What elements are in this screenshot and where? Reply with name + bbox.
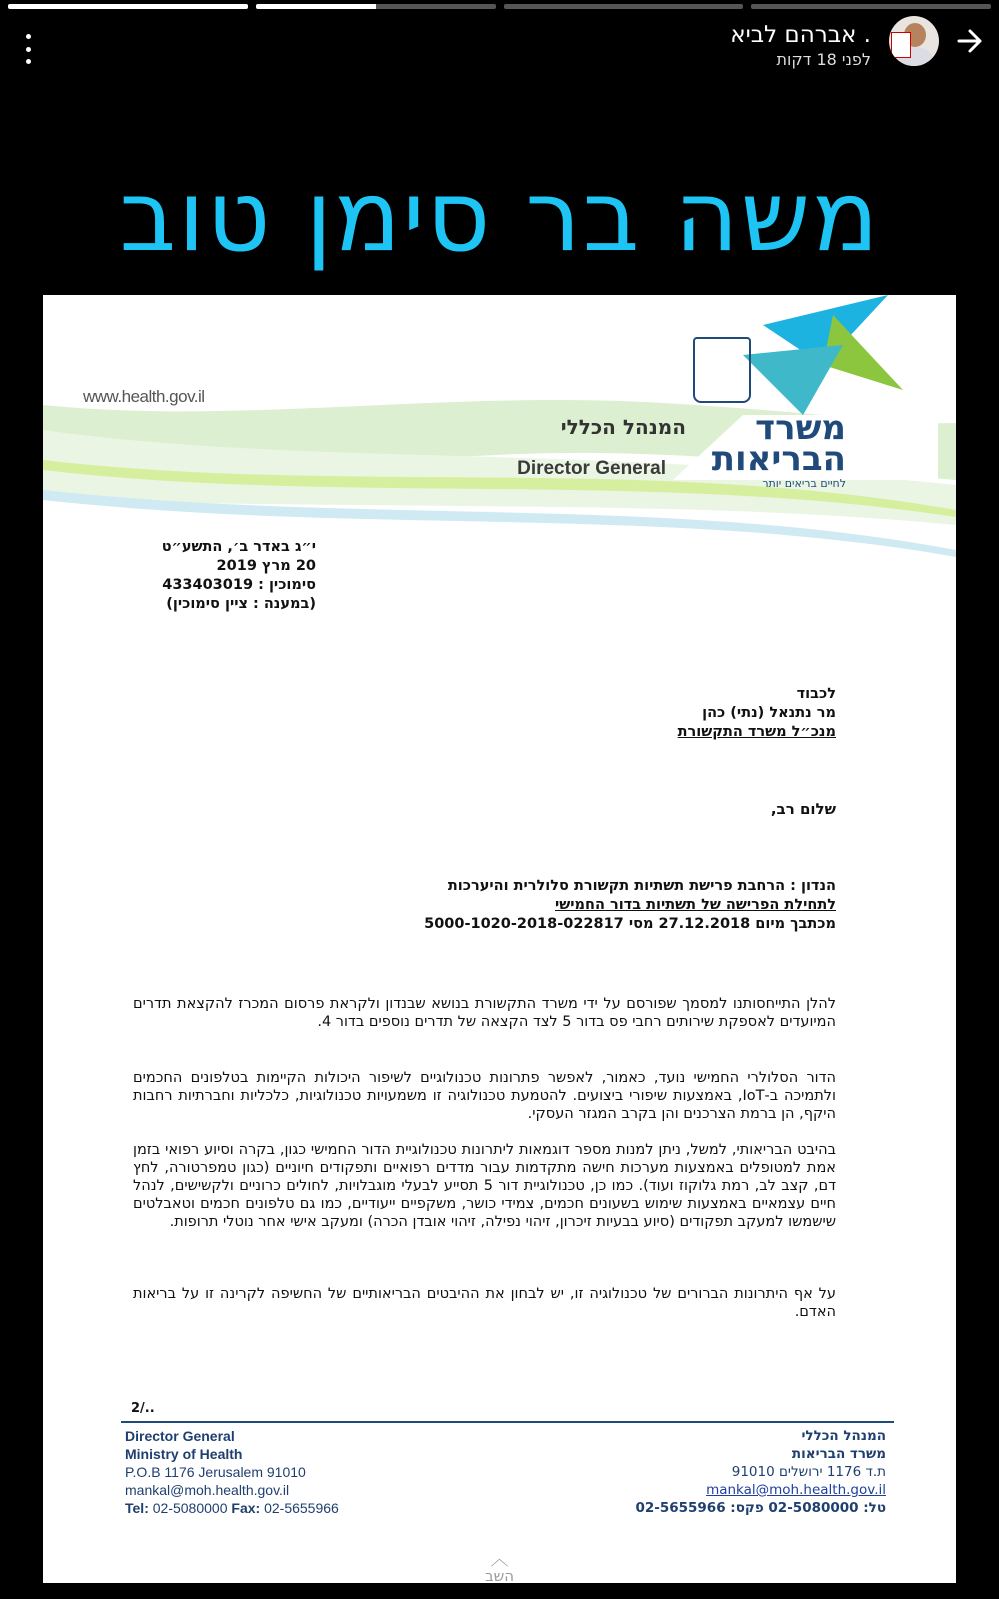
recipient-block: לכבוד מר נתנאל (נתי) כהן מנכ״ל משרד התקשורת [677,686,836,740]
paragraph: הדור הסלולרי החמישי נועד, כאמור, לאפשר פתרונות טכנולוגיים לשיפור היכולות הקיימות בטלפונים החכמים ולתמיכה ב-IoT, באמצעות שיפורי ביצועים. להטמעת טכנולוגיה זו משמעויות טכנולוגיות, כלכליות וחברתיות רחבות היקף, הן ברמת הצרכנים והן בקרב המגזר העסקי. [133,1070,836,1122]
story-progress-segment [8,4,248,9]
more-options-icon[interactable] [18,34,38,64]
paragraph: על אף היתרונות הברורים של טכנולוגיה זו, יש לבחון את ההיבטים הבריאותיים של החשיפה לקרינה זו על בריאות האדם. [133,1286,836,1320]
story-progress-segment [751,4,991,9]
story-header [0,14,999,76]
story-progress [8,4,991,9]
chevron-up-icon: ︿ [490,1549,509,1570]
letter-date-block: י״ג באדר ב׳, התשע״ט 20 מרץ 2019 סימוכין : 433403019 (במענה : ציין סימוכין) [161,539,316,612]
ministry-logo-text: משרד הבריאות [711,408,846,479]
story-user-name[interactable]: . אברהם לביא [730,22,871,48]
back-arrow-icon[interactable] [955,26,985,56]
subject-block: הנדון : הרחבת פרישת תשתיות תקשורת סלולרית והיערכות לתחילת הפרישה של תשתיות בדור החמישי מכתבך מיום 27.12.2018 מסי 5000-1020-2018-022817 [424,878,836,932]
reply-button[interactable] [0,1549,999,1585]
greeting: שלום רב, [770,800,836,818]
paragraph: בהיבט הבריאותי, למשל, ניתן למנות מספר דוגמאות ליתרונות טכנולוגיית הדור החמישי כגון, בקרה וסיוע רפואי בזמן אמת למטופלים באמצעות מערכות חישה מתקדמות עבור מדדים רפואיים ותפקודים חיוניים (כגון טמפרטורה, לחץ דם, קצב לב, רמת גלוקוז ועוד). כמו כן, טכנולוגיית דור 5 תסייע לבעלי מוגבלויות, לחולים כרוניים ולקשישים, לנהל חיים עצמאיים באמצעות שימוש בשעונים חכמים, צמידי כושר, משקפיים ייעודיים, כמו גם טלפונים חכמים וטאבלטים שישמשו למעקב תפקודים (סיוע בבעיות זיכרון, זיהוי נפילה, זיהוי אובדן הכרה) ומעקב אישי אחר נוטלי תרופות. [133,1142,836,1230]
page-number: 2/.. [131,1401,155,1416]
reply-label: השב [484,1567,515,1585]
avatar[interactable] [889,16,939,66]
ministry-motto: לחיים בריאים יותר [762,477,846,490]
footer-en: Director General Ministry of Health P.O.B 1176 Jerusalem 91010 mankal@moh.health.gov.il Tel: 02-5080000 Fax: 02-5655966 [125,1428,339,1516]
letter-document [43,295,956,1583]
director-general-he: המנהל הכללי [560,415,686,439]
story-progress-segment [504,4,744,9]
story-progress-segment [256,4,496,9]
state-emblem-icon [693,337,751,403]
director-general-en: Director General [517,458,666,479]
story-timestamp: לפני 18 דקות [776,50,871,69]
footer-he: המנהל הכללי משרד הבריאות ת.ד 1176 ירושלים 91010 mankal@moh.health.gov.il טל: 02-5080000 פקס: 02-5655966 [635,1428,886,1516]
footer-divider [121,1421,894,1423]
paragraph: להלן התייחסותנו למסמך שפורסם על ידי משרד התקשורת בנושא שבנדון ולקראת פרסום המכרז להקצאת תדרים המיועדים לאספקת שירותים רחבי פס בדור 5 לצד הקצאה של תדרים נוספים בדור 4. [133,996,836,1030]
letterhead [43,295,956,565]
website-url: www.health.gov.il [83,387,205,406]
story-caption: משה בר סימן טוב [119,160,881,274]
